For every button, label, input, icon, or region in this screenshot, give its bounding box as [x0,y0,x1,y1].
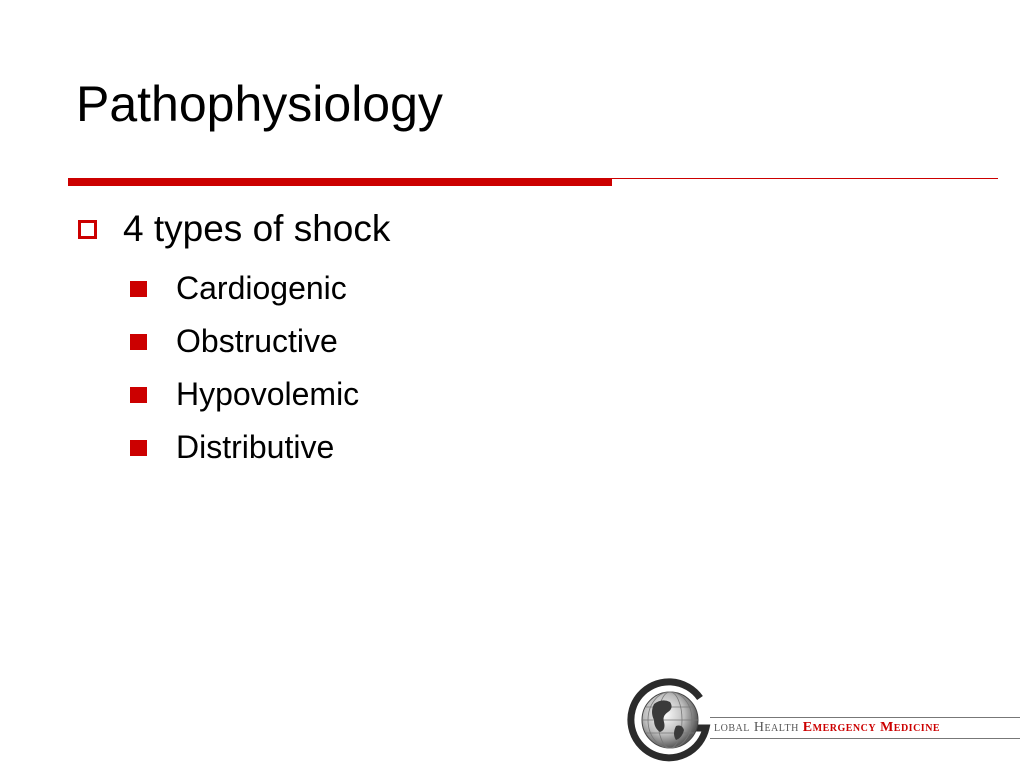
slide-title: Pathophysiology [76,76,443,132]
list-item [130,368,359,421]
hollow-square-bullet-icon [78,220,97,239]
list-item-text: Cardiogenic [176,270,347,306]
list-item [130,421,359,474]
list-item-text: Distributive [176,429,335,465]
bullet-level1 [78,205,390,253]
logo-line-bottom [710,738,1020,739]
list-item [130,315,359,368]
logo-wordmark [714,720,940,736]
filled-square-bullet-icon [130,281,147,297]
list-item-text: Hypovolemic [176,376,360,412]
filled-square-bullet-icon [130,440,147,456]
logo-wordmark-part2: Emergency Medicine [802,720,941,735]
bullet-level1-text: 4 types of shock [123,208,391,249]
list-item-text: Obstructive [176,323,338,359]
globe-g-logo-icon [626,676,712,762]
global-health-emergency-medicine-logo [624,676,1024,762]
logo-line-top [710,717,1020,718]
list-item [130,262,359,315]
filled-square-bullet-icon [130,334,147,350]
filled-square-bullet-icon [130,387,147,403]
logo-wordmark-part1: lobal Health [714,720,799,735]
shock-types-list [130,262,359,474]
